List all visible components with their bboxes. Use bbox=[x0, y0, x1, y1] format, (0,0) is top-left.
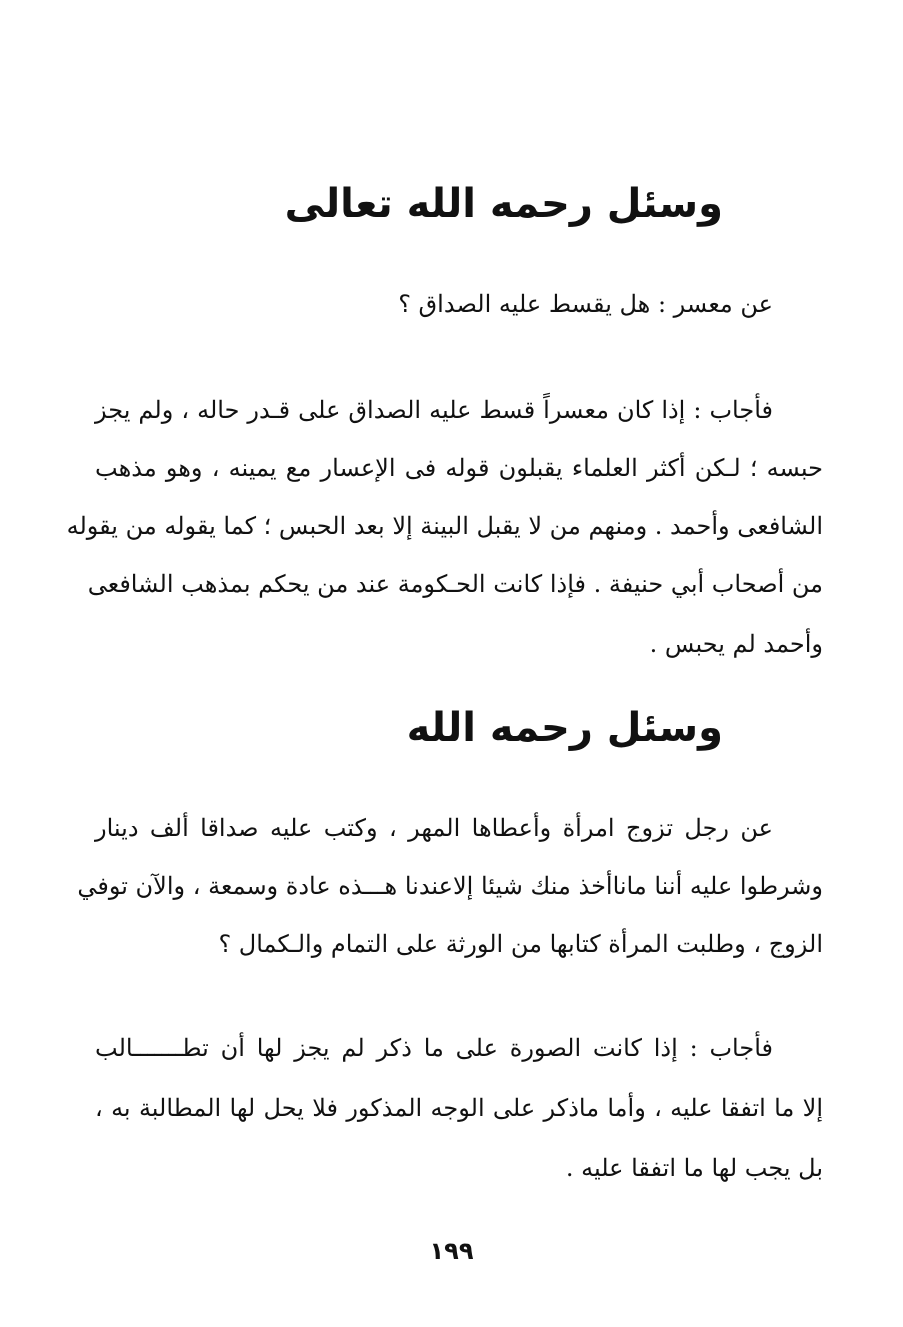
question-1-line-1: عن معسر : هل يقسط عليه الصداق ؟ bbox=[398, 290, 773, 318]
answer-1-line-4: من أصحاب أبي حنيفة . فإذا كانت الحـكومة عند من يحكم بمذهب الشافعى bbox=[87, 570, 823, 598]
answer-2-line-3: بل يجب لها ما اتفقا عليه . bbox=[565, 1154, 823, 1182]
question-2-line-3: الزوج ، وطلبت المرأة كتابها من الورثة على التمام والـكمال ؟ bbox=[218, 930, 823, 958]
answer-1-line-3: الشافعى وأحمد . ومنهم من لا يقبل البينة إلا بعد الحبس ؛ كما يقوله من يقوله bbox=[66, 512, 823, 540]
question-2-line-1: عن رجل تزوج امرأة وأعطاها المهر ، وكتب عليه صداقا ألف دينار bbox=[95, 814, 773, 842]
question-2-line-2: وشرطوا عليه أننا ماناأخذ منك شيئا إلاعندنا هـــذه عادة وسمعة ، والآن توفي bbox=[77, 872, 823, 900]
section-heading-second: وسئل رحمه الله bbox=[406, 705, 723, 751]
page-number: ١٩٩ bbox=[429, 1237, 474, 1265]
answer-2-line-2: إلا ما اتفقا عليه ، وأما ماذكر على الوجه المذكور فلا يحل لها المطالبة به ، bbox=[95, 1094, 823, 1122]
answer-1-line-1: فأجاب : إذا كان معسراً قسط عليه الصداق على قـدر حاله ، ولم يجز bbox=[95, 396, 773, 424]
answer-1-line-5: وأحمد لم يحبس . bbox=[649, 630, 823, 658]
answer-2-line-1: فأجاب : إذا كانت الصورة على ما ذكر لم يجز لها أن تطـــــــالب bbox=[95, 1034, 773, 1062]
section-heading-first: وسئل رحمه الله تعالى bbox=[284, 181, 723, 227]
answer-1-line-2: حبسه ؛ لـكن أكثر العلماء يقبلون قوله فى الإعسار مع يمينه ، وهو مذهب bbox=[95, 454, 823, 482]
